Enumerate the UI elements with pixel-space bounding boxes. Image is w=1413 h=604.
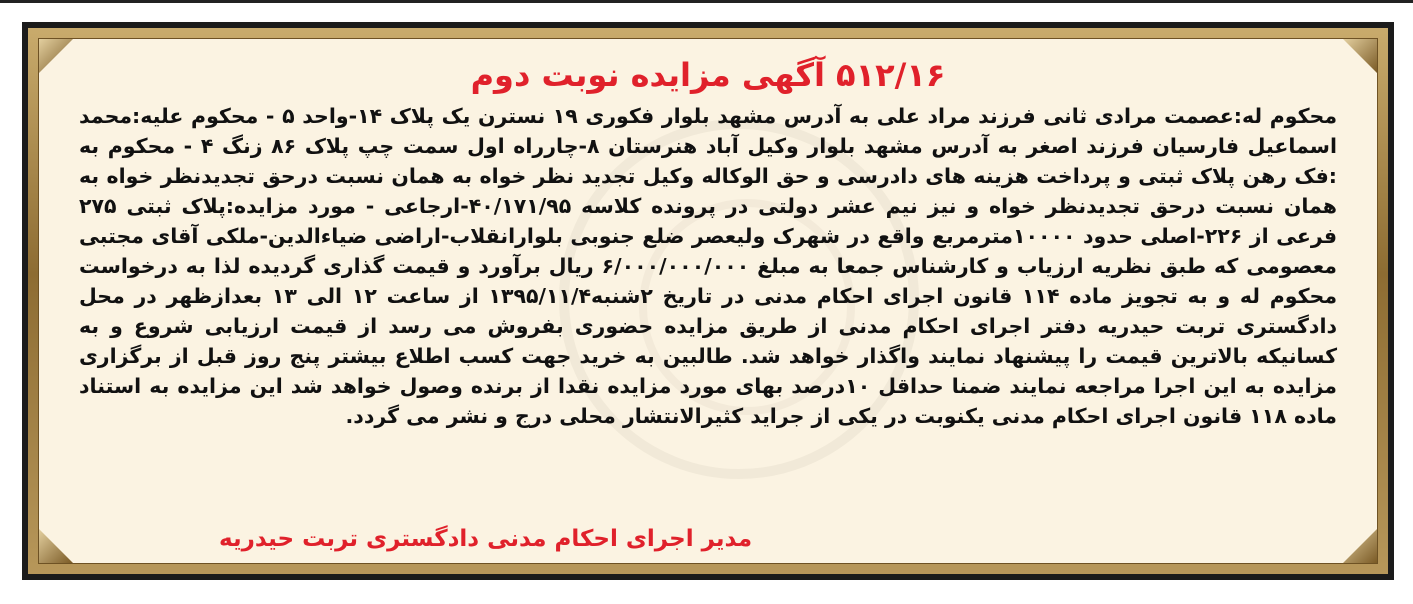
notice-signature: مدیر اجرای احکام مدنی دادگستری تربت حیدریه <box>219 526 753 552</box>
gold-border <box>28 28 1388 574</box>
corner-ornament <box>1343 529 1377 563</box>
top-rule <box>0 0 1413 3</box>
notice-frame <box>22 22 1394 580</box>
corner-ornament <box>39 529 73 563</box>
notice-title: ۵۱۲/۱۶ آگهی مزایده نوبت دوم <box>470 56 946 94</box>
notice-body: محکوم له:عصمت مرادی ثانی فرزند مراد علی به آدرس مشهد بلوار فکوری ۱۹ نسترن یک پلاک ۱۴-واحد ۵ - محکوم علیه:محمد اسماعیل فارسیان فرزند اصغر به آدرس مشهد بلوار وکیل آباد هنرستان ۸-چارراه اول سمت چپ پلاک ۸۶ زنگ ۴ - محکوم به :فک رهن پلاک ثبتی و پرداخت هزینه های دادرسی و حق الوکاله وکیل تجدید نظر خواه به همان نسبت درحق تجدیدنظر خواه به همان نسبت درحق تجدیدنظر خواه و نیز نیم عشر دولتی در پرونده کلاسه ۴۰/۱۷۱/۹۵-ارجاعی - مورد مزایده:پلاک ثبتی ۲۷۵ فرعی از ۲۲۶-اصلی حدود ۱۰۰۰۰مترمربع واقع در شهرک ولیعصر ضلع جنوبی بلوارانقلاب-اراضی ضیاءالدین-ملکی آقای مجتبی معصومی که طبق نظریه ارزیاب و کارشناس جمعا به مبلغ ۶/۰۰۰/۰۰۰/۰۰۰ ریال برآورد و قیمت گذاری گردیده لذا به درخواست محکوم له و به تجویز ماده ۱۱۴ قانون اجرای احکام مدنی در تاریخ ۲شنبه۱۳۹۵/۱۱/۴ از ساعت ۱۲ الی ۱۳ بعدازظهر در محل دادگستری تربت حیدریه دفتر اجرای احکام مدنی از طریق مزایده حضوری بفروش می رسد از قیمت ارزیابی شروع و به کسانیکه بالاترین قیمت را پیشنهاد نمایند واگذار خواهد شد. طالبین به خرید جهت کسب اطلاع بیشتر پنج روز قبل از برگزاری مزایده به این اجرا مراجعه نمایند ضمنا حداقل ۱۰درصد بهای مورد مزایده نقدا از برنده وصول خواهد شد این مزایده به استناد ماده ۱۱۸ قانون اجرای احکام مدنی یکنوبت در یکی از جراید کثیرالانتشار محلی درج و نشر می گردد. <box>79 104 1338 428</box>
notice-panel <box>38 38 1378 564</box>
